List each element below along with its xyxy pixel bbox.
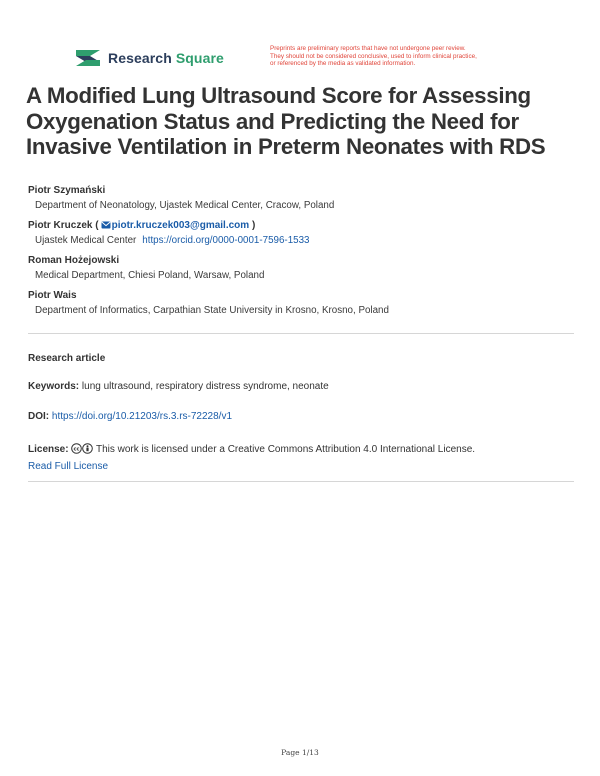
author-name: Roman Hożejowski (28, 255, 120, 266)
svg-text:cc: cc (73, 446, 80, 453)
author-affiliation: Ujastek Medical Center https://orcid.org/0000-0001-7596-1533 (35, 235, 310, 246)
section-divider (28, 481, 574, 482)
author-affiliation: Medical Department, Chiesi Poland, Warsaw, Poland (35, 270, 265, 281)
doi-label: DOI: (28, 411, 50, 422)
attribution-icon (82, 443, 93, 454)
disclaimer-line: or referenced by the media as validated information. (270, 60, 416, 68)
author-name: Piotr Kruczek ( piotr.kruczek003@gmail.com ) (28, 220, 256, 231)
orcid-link[interactable]: https://orcid.org/0000-0001-7596-1533 (142, 235, 310, 246)
license-text: This work is licensed under a Creative Commons Attribution 4.0 International License. (95, 444, 476, 455)
corresponding-author-name: Piotr Kruczek (28, 220, 93, 231)
license-label: License: (28, 444, 69, 455)
keywords-label: Keywords: (28, 381, 80, 392)
preprint-disclaimer (270, 45, 560, 68)
brand-name: Research Square (108, 50, 224, 66)
doi-link[interactable]: https://doi.org/10.21203/rs.3.rs-72228/v1 (51, 411, 233, 422)
mail-icon (101, 221, 111, 229)
license-block (28, 441, 588, 475)
keywords-value: lung ultrasound, respiratory distress syndrome, neonate (81, 381, 329, 392)
doi-line (28, 411, 588, 422)
research-square-logo-icon (74, 47, 102, 69)
author-name: Piotr Szymański (28, 185, 106, 196)
section-divider (28, 333, 574, 334)
author-affiliation: Department of Neonatology, Ujastek Medical Center, Cracow, Poland (35, 200, 335, 211)
paper-title: A Modified Lung Ultrasound Score for Assessing Oxygenation Status and Predicting the Need for Invasive Ventilation in Preterm Neonates with RDS (26, 83, 546, 159)
author-affiliation: Department of Informatics, Carpathian State University in Krosno, Krosno, Poland (35, 305, 389, 316)
research-square-logo[interactable] (74, 47, 224, 69)
disclaimer-line: Preprints are preliminary reports that have not undergone peer review. (270, 45, 466, 52)
author-name: Piotr Wais (28, 290, 77, 301)
creative-commons-icon (71, 443, 82, 454)
author-email-link[interactable]: piotr.kruczek003@gmail.com (111, 220, 250, 231)
keywords-line (28, 381, 588, 392)
article-type: Research article (28, 353, 106, 364)
page-header (0, 0, 600, 80)
page-number: Page 1/13 (281, 748, 319, 757)
author-list (28, 181, 588, 321)
read-full-license-link[interactable]: Read Full License (28, 461, 109, 472)
disclaimer-line: They should not be considered conclusive, used to inform clinical practice, (270, 52, 477, 60)
